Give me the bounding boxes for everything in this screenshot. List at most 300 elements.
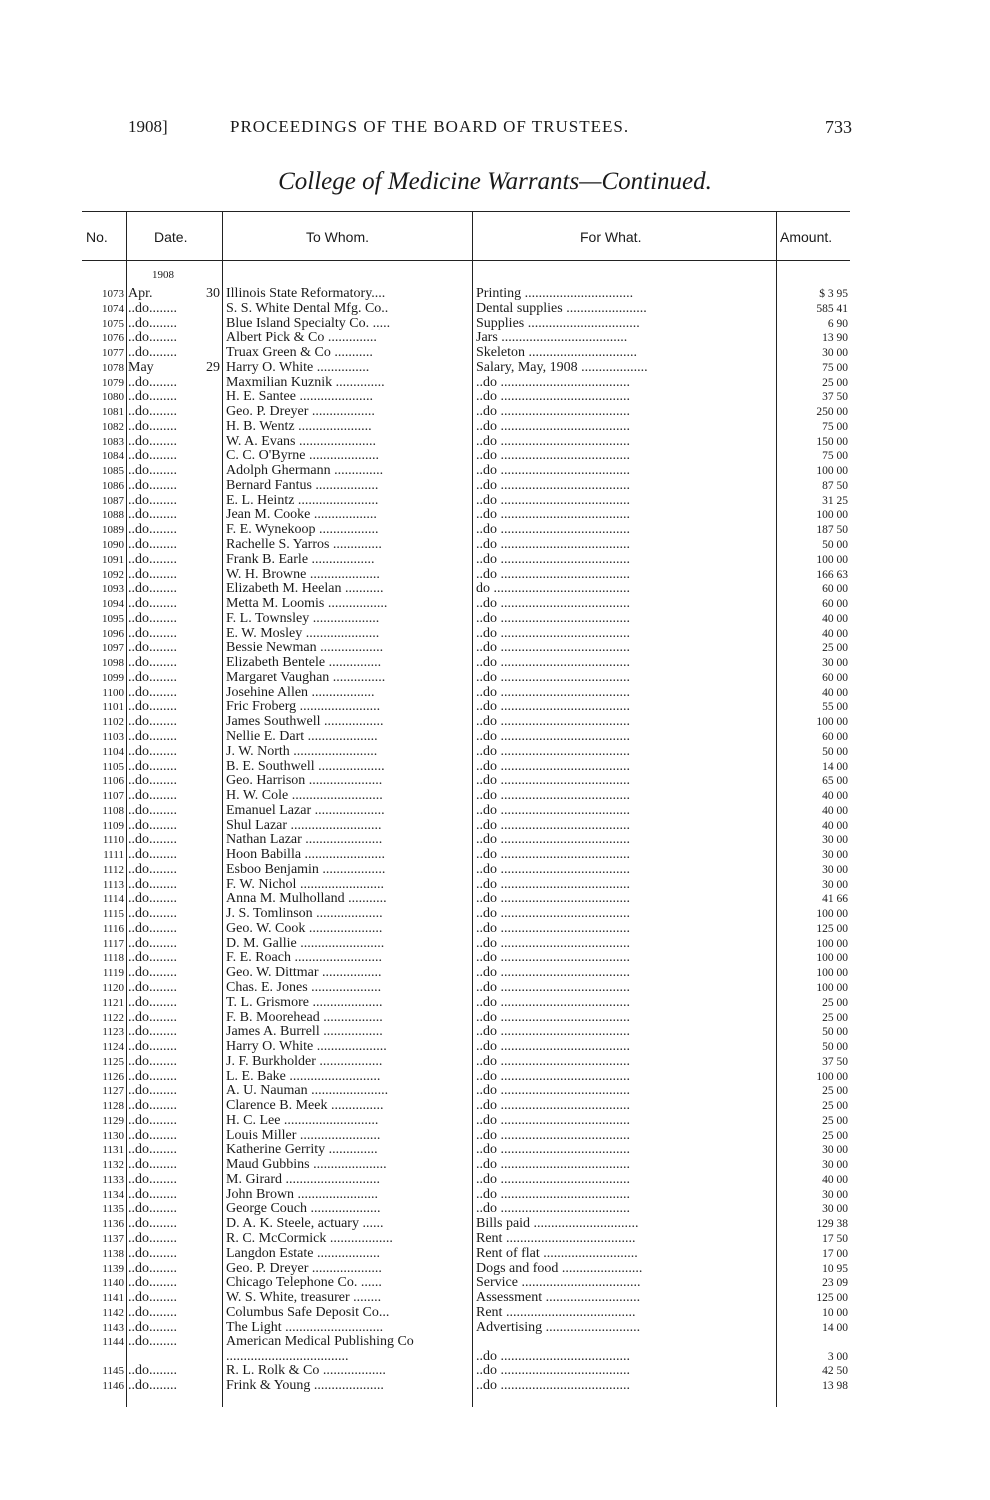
purpose: ..do ..................................... [476,1054,630,1069]
warrant-date: ..do........ [128,966,177,981]
warrant-date: ..do........ [128,744,177,759]
payee: Geo. P. Dreyer .................... [226,1261,382,1276]
warrant-number: 1138 [102,1247,124,1260]
payee: C. C. O'Byrne .................... [226,449,380,464]
payee: H. E. Santee ..................... [226,390,373,405]
table-row [82,819,850,834]
table-row [82,1173,850,1188]
column-header-for-what: For What. [580,229,642,245]
amount: 30 00 [822,1188,848,1201]
table-row [82,1364,850,1379]
warrant-date: ..do........ [128,729,177,744]
purpose: ..do ..................................... [476,611,630,626]
warrant-date: ..do........ [128,1010,177,1025]
warrant-number: 1107 [102,790,124,803]
warrant-date: ..do........ [128,1305,177,1320]
amount: 65 00 [822,775,848,788]
column-header-amount: Amount. [780,229,833,245]
payee: Langdon Estate .................. [226,1246,380,1261]
payee: Frank B. Earle .................. [226,552,375,567]
purpose: ..do ..................................... [476,744,630,759]
purpose: Dental supplies ....................... [476,301,647,316]
amount: 40 00 [822,819,848,832]
amount: 100 00 [816,1070,848,1083]
payee: The Light ............................ [226,1320,384,1335]
purpose: ..do ..................................... [476,862,630,877]
payee: Margaret Vaughan ............... [226,670,386,685]
purpose: ..do ..................................... [476,597,630,612]
warrant-number: 1082 [102,420,124,433]
amount: 125 00 [816,922,848,935]
warrant-number: 1100 [102,686,124,699]
warrant-date: ..do........ [128,508,177,523]
warrant-date: ..do........ [128,803,177,818]
amount: 17 50 [822,1233,848,1245]
amount: 25 00 [822,1085,848,1098]
payee: Bessie Newman .................. [226,641,384,656]
amount: 75 00 [822,420,848,433]
table-row [82,996,850,1011]
purpose: ..do ..................................... [476,464,630,479]
payee: John Brown ....................... [226,1187,379,1202]
warrant-number: 1117 [102,937,124,950]
purpose: ..do ..................................... [476,1172,630,1187]
amount: 585 41 [816,302,848,315]
year-label: 1908 [152,269,174,281]
amount: 250 00 [816,406,848,419]
table-row [82,508,850,523]
warrant-date: ..do........ [128,1099,177,1114]
payee: Illinois State Reformatory.... [226,287,386,301]
table-row [82,361,850,376]
warrant-number: 1128 [102,1100,124,1113]
purpose: ..do ..................................... [476,449,630,464]
table-row [82,937,850,952]
payee: F. E. Roach ......................... [226,951,382,966]
warrant-date: ..do........ [128,789,177,804]
amount: 50 00 [822,1041,848,1054]
warrant-date: ..do........ [128,818,177,833]
payee: George Couch .................... [226,1202,381,1217]
payee: Metta M. Loomis ................. [226,597,388,612]
section-title: College of Medicine Warrants—Continued. [278,168,712,195]
payee: Chas. E. Jones .................... [226,980,382,995]
warrant-date: ..do........ [128,331,177,346]
table-row [82,966,850,981]
warrant-date: ..do........ [128,523,177,538]
warrant-date: ..do........ [128,951,177,966]
warrant-date: ..do........ [128,1379,177,1394]
table-row [82,774,850,789]
purpose: ..do ..................................... [476,685,630,700]
purpose: ..do ..................................... [476,405,630,420]
table-row [82,1040,850,1055]
warrant-date: ..do........ [128,1261,177,1276]
table-row [82,1335,850,1364]
table-row [82,848,850,863]
warrant-date: ..do........ [128,1202,177,1217]
payee: Emanuel Lazar .................... [226,803,385,818]
payee: W. S. White, treasurer ........ [226,1291,382,1306]
purpose: ..do ..................................... [476,1025,630,1040]
payee: Clarence B. Meek ............... [226,1099,384,1114]
table-row [82,1202,850,1217]
amount: 187 50 [816,524,848,537]
table-row [82,420,850,435]
purpose: ..do ..................................... [476,419,630,434]
warrant-number: 1078 [102,361,124,374]
amount: 87 50 [822,479,848,492]
warrant-date: ..do........ [128,538,177,553]
table-row [82,612,850,627]
warrant-date: ..do........ [128,670,177,685]
warrant-number: 1111 [103,849,124,862]
purpose: ..do ..................................... [476,995,630,1010]
amount: 100 00 [816,716,848,729]
purpose: ..do ..................................... [476,700,630,715]
warrant-number: 1095 [102,612,124,625]
warrant-number: 1143 [102,1321,124,1334]
payee: L. E. Bake .......................... [226,1069,381,1084]
warrant-date: ..do........ [128,700,177,715]
purpose: ..do ..................................... [476,478,630,493]
warrant-date: ..do........ [128,301,177,316]
table-row [82,641,850,656]
payee: F. L. Townsley ................... [226,611,380,626]
table-row [82,494,850,509]
warrant-number: 1091 [102,553,124,566]
warrant-date: ..do........ [128,1025,177,1040]
table-row [82,435,850,450]
purpose: ..do ..................................... [476,434,630,449]
warrant-number: 1131 [102,1144,124,1157]
purpose: ..do ..................................... [476,1349,630,1364]
warrant-number: 1094 [102,598,124,611]
warrant-day: 30 [206,287,220,301]
purpose: ..do ..................................... [476,1084,630,1099]
warrant-date: ..do........ [128,582,177,597]
payee: Geo. W. Dittmar ................. [226,966,382,981]
amount: 150 00 [816,435,848,448]
table-row [82,1188,850,1203]
table-row [82,479,850,494]
payee: Rachelle S. Yarros .............. [226,538,382,553]
warrant-number: 1097 [102,642,124,655]
amount: 40 00 [822,790,848,803]
amount: 13 98 [822,1380,848,1393]
purpose: ..do ..................................... [476,1113,630,1128]
purpose: ..do ..................................... [476,729,630,744]
warrant-date: ..do........ [128,641,177,656]
warrant-number: 1093 [102,583,124,596]
warrant-date: ..do........ [128,597,177,612]
amount: 100 00 [816,553,848,566]
purpose: ..do ..................................... [476,1128,630,1143]
purpose: ..do ..................................... [476,523,630,538]
warrant-date: ..do........ [128,715,177,730]
warrant-number: 1142 [102,1306,124,1319]
warrant-date: ..do........ [128,375,177,390]
warrant-number: 1139 [102,1262,124,1275]
table-row [82,878,850,893]
warrant-date: ..do........ [128,1172,177,1187]
table-row [82,538,850,553]
warrant-number: 1087 [102,494,124,507]
payee: E. W. Mosley ..................... [226,626,380,641]
purpose: ..do ..................................... [476,656,630,671]
warrant-date: ..do........ [128,567,177,582]
amount: 40 00 [822,612,848,625]
warrant-number: 1104 [102,745,124,758]
warrant-number: 1145 [102,1365,124,1378]
purpose: ..do ..................................... [476,567,630,582]
table-row [82,833,850,848]
amount: 40 00 [822,627,848,640]
table-row [82,1321,850,1336]
warrant-date: ..do........ [128,552,177,567]
purpose: ..do ..................................... [476,892,630,907]
payee: H. W. Cole .......................... [226,789,383,804]
purpose: Service .................................. [476,1276,641,1291]
purpose: ..do ..................................... [476,1143,630,1158]
purpose: ..do ..................................... [476,1099,630,1114]
payee: R. C. McCormick .................. [226,1232,393,1246]
purpose: ..do ..................................... [476,715,630,730]
purpose: ..do ..................................... [476,552,630,567]
purpose: ..do ..................................... [476,759,630,774]
warrant-date: ..do........ [128,877,177,892]
warrant-number: 1140 [102,1277,124,1290]
purpose: ..do ..................................... [476,877,630,892]
purpose: ..do ..................................... [476,774,630,789]
table-row [82,1217,850,1232]
table-row [82,981,850,996]
warrant-number: 1074 [102,302,124,315]
table-row [82,1129,850,1144]
table-row [82,671,850,686]
warrant-date: ..do........ [128,848,177,863]
warrant-date: ..do........ [128,346,177,361]
table-row [82,907,850,922]
warrant-date: ..do........ [128,1069,177,1084]
amount: 40 00 [822,686,848,699]
payee: W. H. Browne .................... [226,567,380,582]
table-row [82,1055,850,1070]
payee: H. C. Lee ........................... [226,1113,379,1128]
amount: 30 00 [822,1144,848,1157]
table-top-rule [82,211,850,212]
amount: 30 00 [822,878,848,891]
warrant-date: ..do........ [128,1291,177,1306]
warrant-date: ..do........ [128,936,177,951]
payee: J. W. North ........................ [226,744,378,759]
warrant-date: ..do........ [128,1113,177,1128]
payee: F. W. Nichol ........................ [226,877,384,892]
purpose: Dogs and food ....................... [476,1261,643,1276]
warrant-number: 1141 [102,1292,124,1305]
warrant-number: 1084 [102,450,124,463]
warrant-number: 1110 [102,834,124,847]
amount: 50 00 [822,745,848,758]
amount: 30 00 [822,849,848,862]
purpose: Printing ............................... [476,287,634,301]
purpose: ..do ..................................... [476,1202,630,1217]
table-row [82,922,850,937]
table-row [82,287,850,302]
warrant-date: ..do........ [128,656,177,671]
warrant-number: 1121 [102,996,124,1009]
purpose: ..do ..................................... [476,966,630,981]
warrant-date: ..do........ [128,862,177,877]
warrant-date: ..do........ [128,434,177,449]
amount: 6 90 [827,317,848,330]
table-row [82,789,850,804]
amount: 50 00 [822,539,848,552]
purpose: Rent ..................................... [476,1232,636,1246]
amount: 60 00 [822,730,848,743]
warrant-number: 1146 [102,1380,124,1393]
running-title: PROCEEDINGS OF THE BOARD OF TRUSTEES. [230,117,630,136]
table-row [82,302,850,317]
amount: 75 00 [822,361,848,374]
table-row [82,1025,850,1040]
warrant-number: 1106 [102,775,124,788]
warrant-number: 1088 [102,509,124,522]
table-row [82,1158,850,1173]
warrant-date: ..do........ [128,405,177,420]
payee: Geo. W. Cook ..................... [226,921,383,936]
column-header-date: Date. [154,229,188,245]
amount: 25 00 [822,1114,848,1127]
purpose: ..do ..................................... [476,1040,630,1055]
amount: 31 25 [822,494,848,507]
amount: $ 3 95 [819,288,848,300]
warrant-date: Apr. 30 [128,287,220,301]
warrant-date: ..do........ [128,980,177,995]
warrant-number: 1135 [102,1203,124,1216]
warrant-date: ..do........ [128,1232,177,1246]
amount: 100 00 [816,967,848,980]
amount: 17 00 [822,1247,848,1260]
purpose: Jars .................................... [476,331,628,346]
warrant-number: 1077 [102,347,124,360]
payee: J. F. Burkholder .................. [226,1054,383,1069]
warrant-number: 1113 [102,878,124,891]
warrant-number: 1124 [102,1041,124,1054]
payee: Columbus Safe Deposit Co... [226,1305,390,1320]
table-row [82,1011,850,1026]
table-row [82,700,850,715]
warrant-date: ..do........ [128,1143,177,1158]
warrant-number: 1109 [102,819,124,832]
header-year: 1908] [128,117,168,136]
payee: W. A. Evans ...................... [226,434,376,449]
payee: Elizabeth M. Heelan ........... [226,582,384,597]
payee: Josehine Allen .................. [226,685,375,700]
warrant-date: ..do........ [128,892,177,907]
amount: 30 00 [822,834,848,847]
table-body [82,287,850,1394]
payee: T. L. Grismore .................... [226,995,383,1010]
amount: 40 00 [822,804,848,817]
payee: Maud Gubbins ..................... [226,1158,387,1173]
amount: 25 00 [822,1011,848,1024]
warrant-number: 1112 [102,863,124,876]
payee: D. A. K. Steele, actuary ...... [226,1217,384,1232]
warrant-date: ..do........ [128,449,177,464]
warrant-date: ..do........ [128,1040,177,1055]
warrant-number: 1144 [102,1336,124,1349]
warrant-number: 1086 [102,479,124,492]
table-row [82,863,850,878]
warrant-number: 1073 [102,288,124,300]
payee: E. L. Heintz ....................... [226,493,379,508]
table-row [82,1070,850,1085]
table-row [82,1306,850,1321]
amount: 100 00 [816,937,848,950]
warrant-number: 1083 [102,435,124,448]
column-header-no: No. [86,229,108,245]
amount: 42 50 [822,1365,848,1378]
purpose: ..do ..................................... [476,789,630,804]
warrant-date: ..do........ [128,316,177,331]
amount: 166 63 [816,568,848,581]
warrant-number: 1127 [102,1085,124,1098]
amount: 100 00 [816,465,848,478]
payee: Nellie E. Dart .................... [226,729,378,744]
purpose: ..do ..................................... [476,818,630,833]
purpose: Rent of flat ........................... [476,1246,638,1261]
purpose: Rent ..................................... [476,1305,636,1320]
warrant-date: ..do........ [128,921,177,936]
amount: 30 00 [822,347,848,360]
warrant-date: ..do........ [128,478,177,493]
table-row [82,715,850,730]
purpose: ..do ..................................... [476,803,630,818]
amount: 37 50 [822,1055,848,1068]
table-header-rule [82,260,850,261]
warrant-number: 1114 [102,893,124,906]
payee: Jean M. Cooke .................. [226,508,377,523]
amount: 60 00 [822,583,848,596]
table-row [82,1114,850,1129]
table-row [82,390,850,405]
payee: Blue Island Specialty Co. ..... [226,316,391,331]
payee: American Medical Publishing Co ................................... [226,1335,414,1364]
purpose: ..do ..................................... [476,907,630,922]
purpose: ..do ..................................... [476,1364,630,1379]
warrant-date: ..do........ [128,1128,177,1143]
warrant-date: ..do........ [128,759,177,774]
purpose: ..do ..................................... [476,626,630,641]
warrant-number: 1081 [102,406,124,419]
warrant-date: ..do........ [128,995,177,1010]
amount: 100 00 [816,952,848,965]
amount: 100 00 [816,509,848,522]
table-row [82,892,850,907]
amount: 10 00 [822,1306,848,1319]
payee: Adolph Ghermann .............. [226,464,384,479]
purpose: Salary, May, 1908 ................... [476,360,648,375]
payee: Katherine Gerrity .............. [226,1143,378,1158]
table-row [82,951,850,966]
payee: H. B. Wentz ..................... [226,419,372,434]
table-row [82,553,850,568]
amount: 30 00 [822,863,848,876]
page-header [128,117,852,141]
table-row [82,405,850,420]
purpose: ..do ..................................... [476,1187,630,1202]
